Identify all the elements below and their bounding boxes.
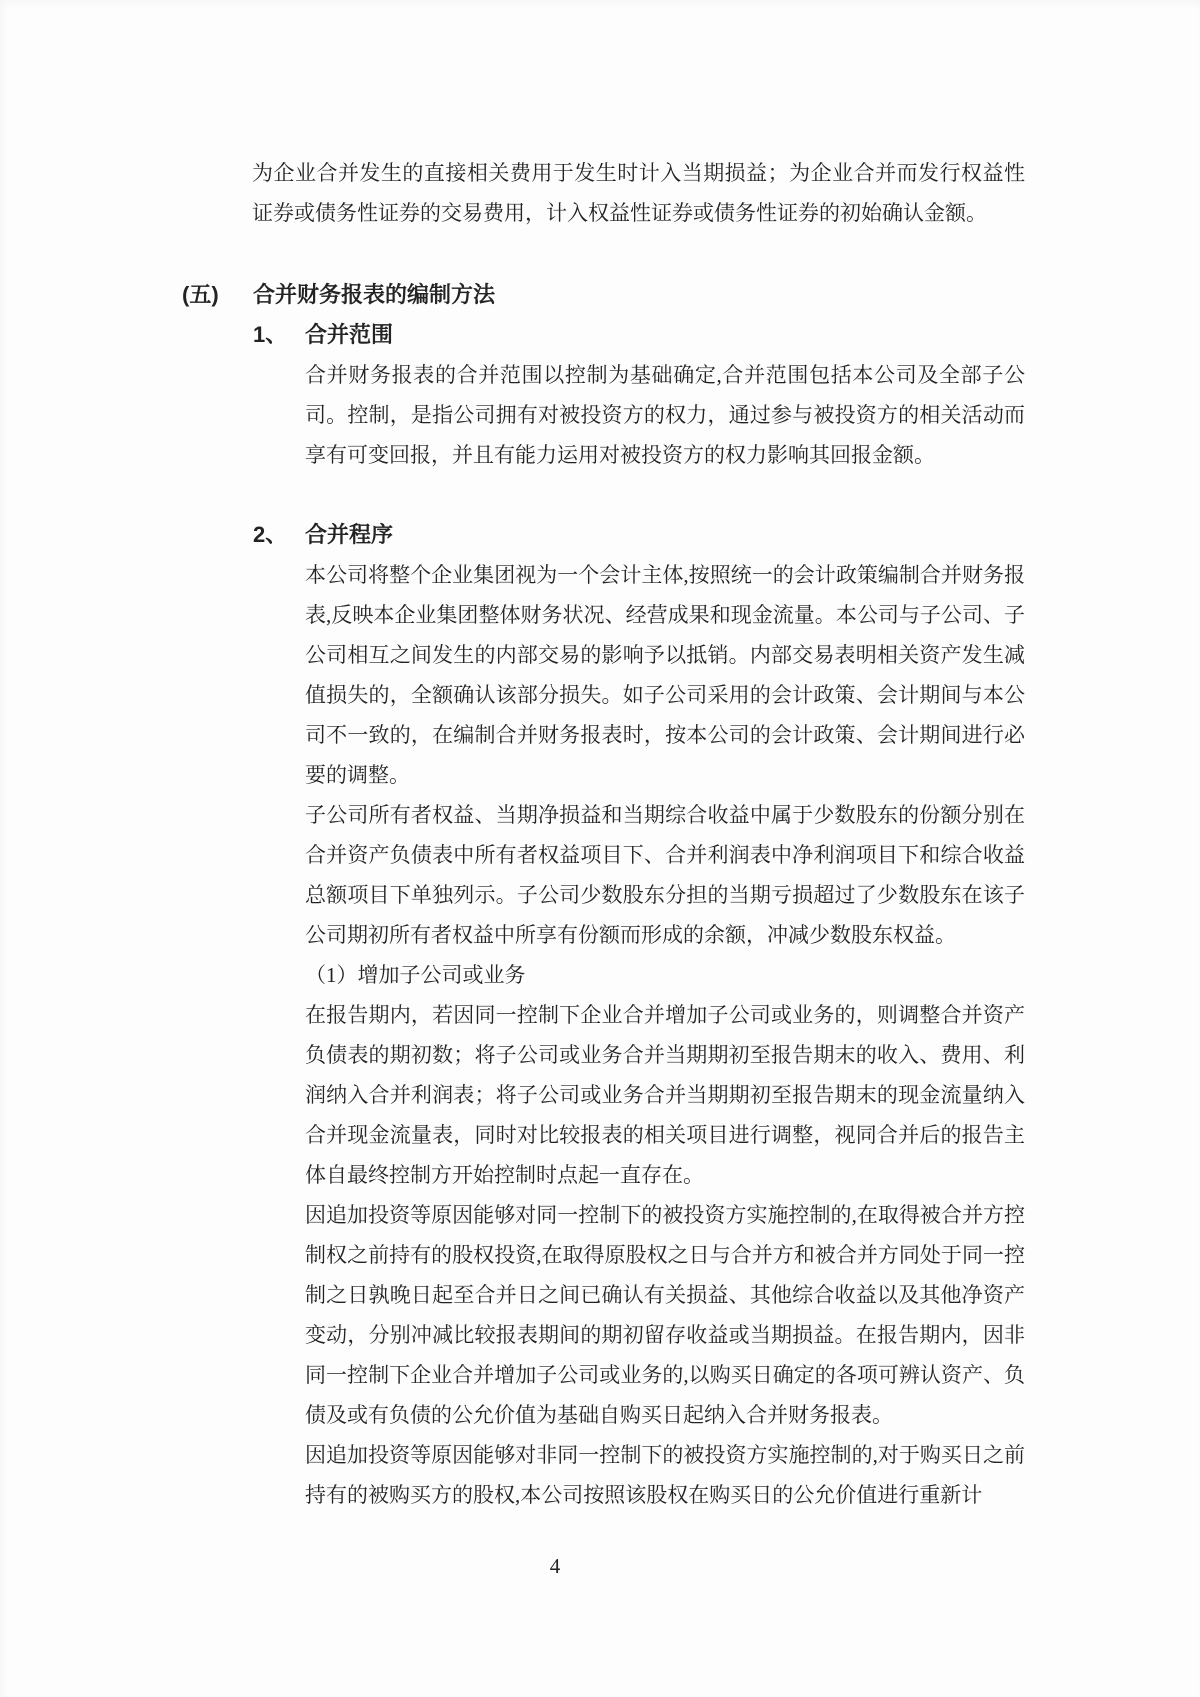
list-item-heading: （1）增加子公司或业务 (305, 963, 526, 987)
section-heading (182, 275, 1025, 315)
procedure-paragraph: 因追加投资等原因能够对同一控制下的被投资方实施控制的,在取得被合并方控制权之前持有的股权投资,在取得原股权之日与合并方和被合并方同处于同一控制之日孰晚日起至合并日之间已确认有关损益、其他综合收益以及其他净资产变动，分别冲减比较报表期间的期初留存收益或当期损益。在报告期内，因非同一控制下企业合并增加子公司或业务的,以购买日确定的各项可辨认资产、负债及或有负债的公允价值为基础自购买日起纳入合并财务报表。 (305, 1203, 1025, 1427)
procedure-paragraph: 在报告期内，若因同一控制下企业合并增加子公司或业务的，则调整合并资产负债表的期初数；将子公司或业务合并当期期初至报告期末的收入、费用、利润纳入合并利润表；将子公司或业务合并当期期初至报告期末的现金流量纳入合并现金流量表，同时对比较报表的相关项目进行调整，视同合并后的报告主体自最终控制方开始控制时点起一直存在。 (305, 1003, 1025, 1187)
subsection-number: 1、 (253, 322, 288, 347)
procedure-paragraph: 子公司所有者权益、当期净损益和当期综合收益中属于少数股东的份额分别在合并资产负债表中所有者权益项目下、合并利润表中净利润项目下和综合收益总额项目下单独列示。子公司少数股东分担的当期亏损超过了少数股东在该子公司期初所有者权益中所享有份额而形成的余额，冲减少数股东权益。 (305, 803, 1025, 947)
subsection-number: 2、 (253, 522, 288, 547)
subsection-heading-procedure (253, 515, 1025, 555)
section-title: 合并财务报表的编制方法 (253, 282, 496, 307)
continuation-paragraph: 为企业合并发生的直接相关费用于发生时计入当期损益；为企业合并而发行权益性证券或债务性证券的交易费用，计入权益性证券或债务性证券的初始确认金额。 (252, 161, 1025, 225)
subsection-title: 合并范围 (305, 322, 394, 347)
procedure-paragraph: 因追加投资等原因能够对非同一控制下的被投资方实施控制的,对于购买日之前持有的被购买方的股权,本公司按照该股权在购买日的公允价值进行重新计 (305, 1443, 1025, 1507)
subsection-title: 合并程序 (305, 522, 394, 547)
subsection-heading-scope (253, 315, 1025, 355)
procedure-paragraph: 本公司将整个企业集团视为一个会计主体,按照统一的会计政策编制合并财务报表,反映本企业集团整体财务状况、经营成果和现金流量。本公司与子公司、子公司相互之间发生的内部交易的影响予以抵销。内部交易表明相关资产发生减值损失的，全额确认该部分损失。如子公司采用的会计政策、会计期间与本公司不一致的，在编制合并财务报表时，按本公司的会计政策、会计期间进行必要的调整。 (305, 563, 1025, 787)
scope-paragraph: 合并财务报表的合并范围以控制为基础确定,合并范围包括本公司及全部子公司。控制，是指公司拥有对被投资方的权力，通过参与被投资方的相关活动而享有可变回报，并且有能力运用对被投资方的权力影响其回报金额。 (305, 363, 1025, 467)
page-number: 4 (549, 1554, 561, 1578)
section-marker: (五) (182, 282, 219, 307)
